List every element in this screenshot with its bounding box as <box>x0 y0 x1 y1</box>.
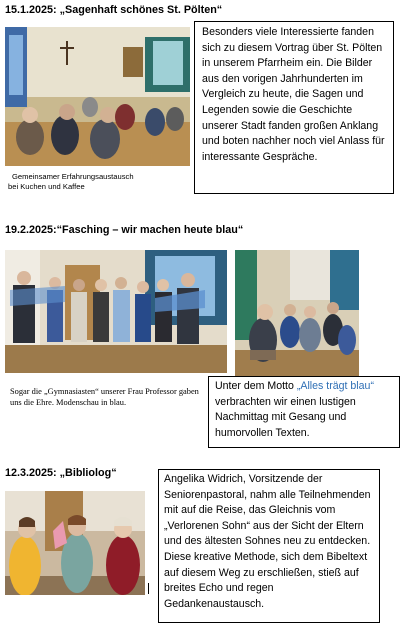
divider-mark <box>148 583 149 594</box>
section-3-text: Angelika Widrich, Vorsitzende der Seniorenpastoral, nahm alle Teilnehmenden mit auf die Reise, das Gleichnis vom „Verlorenen Sohn“ aus der Sicht der Eltern und des ältesten Sohnes neu zu entdecken. Diese kreative Methode, sich dem Bibeltext auf diesem Weg zu erschließen, stieß auf breites Echo und regen Gedankenaustausch. <box>164 473 371 610</box>
section-2-text-before: Unter dem Motto <box>215 380 297 392</box>
section-1-heading: 15.1.2025: „Sagenhaft schönes St. Pölten“ <box>5 4 223 16</box>
section-2-heading: 19.2.2025:“Fasching – wir machen heute blau“ <box>5 224 244 236</box>
section-2-caption: Sogar die „Gymnasiasten“ unserer Frau Professor gaben uns die Ehre. Modenschau in blau. <box>10 387 199 407</box>
section-3-heading: 12.3.2025: „Bibliolog“ <box>5 467 117 479</box>
section-3-textbox <box>158 469 380 623</box>
section-2-textbox <box>208 376 400 448</box>
caption-line-1: Gemeinsamer Erfahrungsaustausch <box>12 172 134 181</box>
section-1-caption <box>8 172 188 192</box>
photo-bibliolog <box>5 491 145 595</box>
photo-fasching-seated <box>235 250 359 376</box>
photo-fasching-group <box>5 250 227 373</box>
section-1-textbox <box>194 21 394 194</box>
caption-line-2: bei Kuchen und Kaffee <box>8 182 85 191</box>
section-2-text-after: verbrachten wir einen lustigen Nachmittag mit Gesang und humorvollen Texten. <box>215 395 356 439</box>
section-2-motto: „Alles trägt blau“ <box>296 380 374 392</box>
photo-audience-pfarrheim <box>5 27 190 166</box>
section-1-text: Besonders viele Interessierte fanden sich zu diesem Vortrag über St. Pölten in unserem Pfarrheim ein. Die Bilder aus den vorigen Jahrhunderten im Vergleich zu heute, die Sagen und Legenden sowie die Geschichte unserer Stadt fanden großen Anklang und boten nachher noch viel Anlass für interessante Gespräche. <box>202 26 385 163</box>
